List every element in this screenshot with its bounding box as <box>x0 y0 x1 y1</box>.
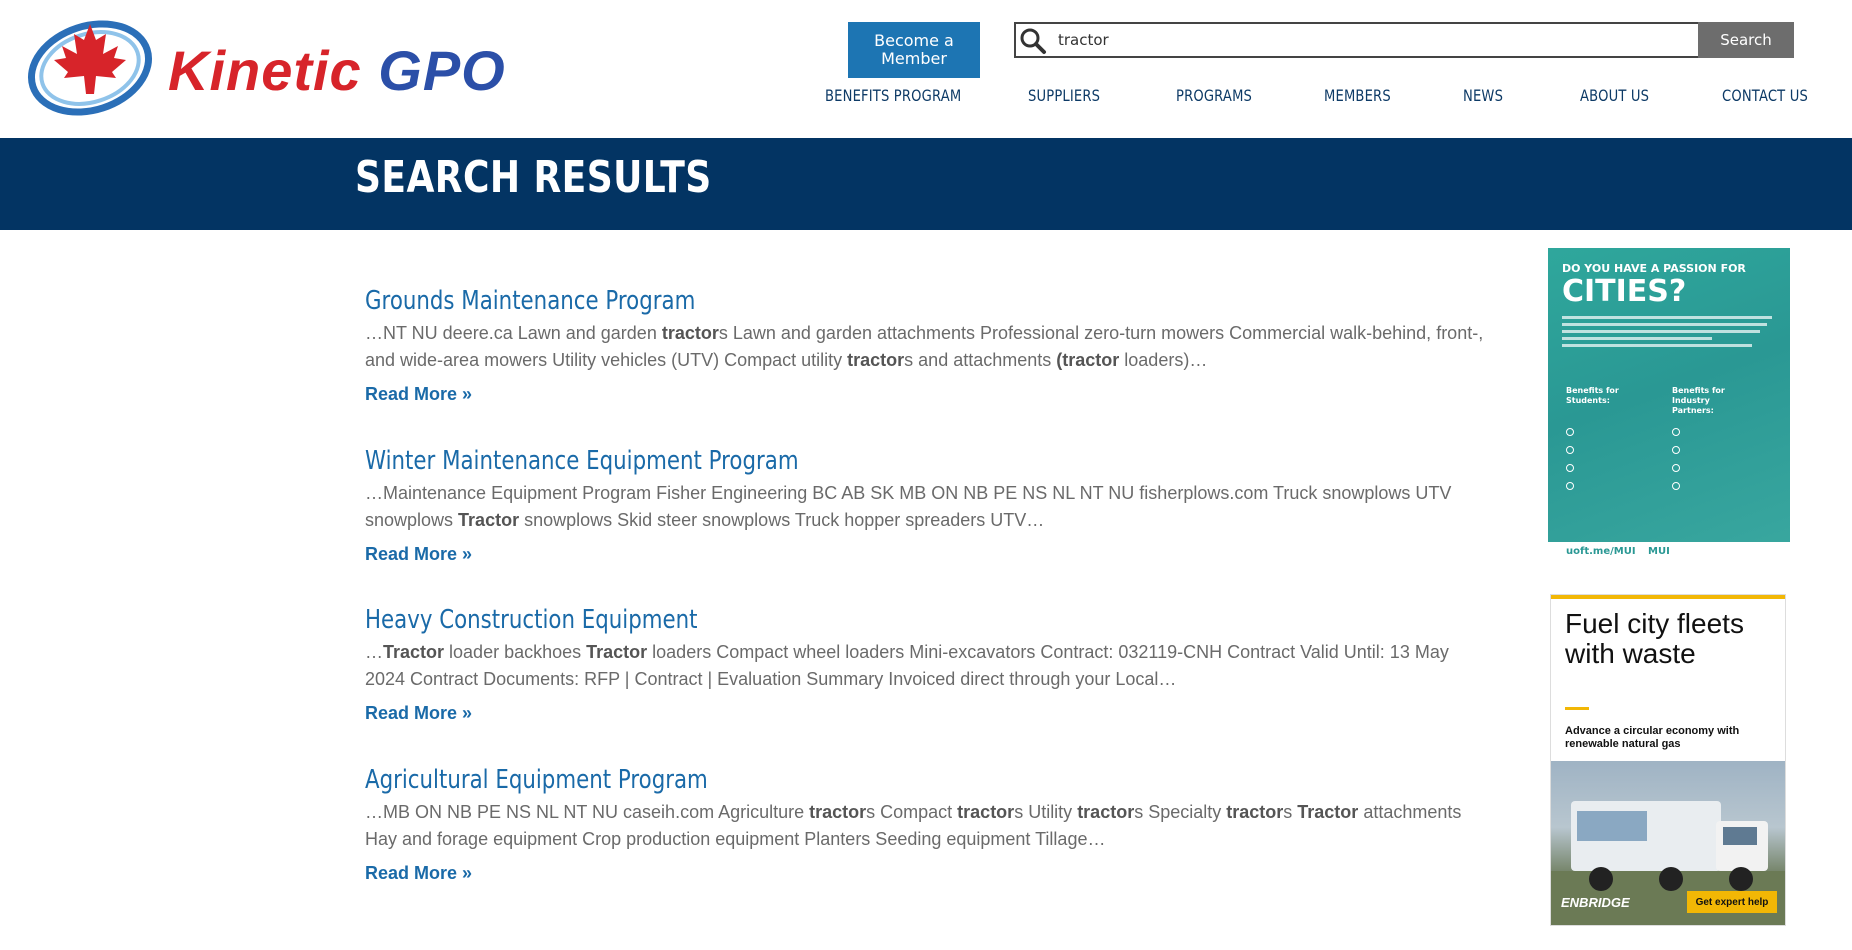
result-snippet: …Tractor loader backhoes Tractor loaders Compact wheel loaders Mini-excavators Contract: 032119-CNH Contract Valid Until: 13 May 2024 Contract Documents: RFP | Contract | Evaluation Summary Invoiced direct through your Local… <box>365 642 1449 689</box>
ad2-accent <box>1565 707 1589 710</box>
ad2-brand: ENBRIDGE <box>1561 895 1630 910</box>
nav-benefits-program[interactable]: BENEFITS PROGRAM <box>825 86 962 105</box>
ad2-topbar <box>1551 595 1786 599</box>
nav-contact-us[interactable]: CONTACT US <box>1722 86 1808 105</box>
bullet-icon <box>1566 464 1574 472</box>
search-result <box>365 765 1485 884</box>
ad2-subtitle: Advance a circular economy with renewable natural gas <box>1565 725 1740 750</box>
become-member-button[interactable]: Become a Member <box>848 22 980 78</box>
search-result <box>365 605 1485 724</box>
result-snippet: …NT NU deere.ca Lawn and garden tractors Lawn and garden attachments Professional zero-turn mowers Commercial walk-behind, front-, and wide-area mowers Utility vehicles (UTV) Compact utility tractors and attachments (tractor loaders)… <box>365 323 1484 370</box>
nav-suppliers[interactable]: SUPPLIERS <box>1028 86 1101 105</box>
search-button[interactable]: Search <box>1698 22 1794 58</box>
result-snippet: …MB ON NB PE NS NL NT NU caseih.com Agriculture tractors Compact tractors Utility tractors Specialty tractors Tractor attachments Hay and forage equipment Crop production equipment Planters Seeding equipment Tillage… <box>365 802 1462 849</box>
nav-news[interactable]: NEWS <box>1463 86 1504 105</box>
bullet-icon <box>1672 482 1680 490</box>
nav-about-us[interactable]: ABOUT US <box>1580 86 1650 105</box>
ad1-line1: DO YOU HAVE A PASSION FOR <box>1562 262 1746 275</box>
result-title-link[interactable]: Agricultural Equipment Program <box>365 765 708 795</box>
bullet-icon <box>1566 482 1574 490</box>
logo-wordmark[interactable] <box>168 38 506 103</box>
bullet-icon <box>1566 446 1574 454</box>
site-header <box>0 0 1852 138</box>
read-more-link[interactable]: Read More » <box>365 384 473 404</box>
search-input[interactable] <box>1058 26 1694 54</box>
logo-word-gpo: GPO <box>378 39 506 102</box>
ad1-mark: MUI <box>1648 546 1670 557</box>
result-title-link[interactable]: Heavy Construction Equipment <box>365 605 698 635</box>
nav-members[interactable]: MEMBERS <box>1324 86 1391 105</box>
ad1-line2: CITIES? <box>1562 274 1687 309</box>
page-title: SEARCH RESULTS <box>355 152 712 203</box>
search-icon <box>1018 26 1048 56</box>
ad-urban-innovation[interactable] <box>1548 248 1790 564</box>
ad1-url: uoft.me/MUI <box>1566 546 1636 557</box>
result-snippet: …Maintenance Equipment Program Fisher Engineering BC AB SK MB ON NB PE NS NL NT NU fisherplows.com Truck snowplows UTV snowplows Tractor snowplows Skid steer snowplows Truck hopper spreaders UTV… <box>365 483 1452 530</box>
maple-leaf-globe-icon <box>26 16 156 120</box>
search-result <box>365 286 1485 405</box>
logo-word-kinetic: Kinetic <box>168 39 362 102</box>
ad-enbridge[interactable] <box>1550 594 1786 926</box>
ad1-paragraph <box>1562 316 1776 356</box>
page-banner <box>0 138 1852 230</box>
bullet-icon <box>1672 428 1680 436</box>
bullet-icon <box>1672 464 1680 472</box>
ad1-students-heading: Benefits for Students: <box>1566 386 1619 405</box>
ad2-cta-button[interactable]: Get expert help <box>1687 891 1777 913</box>
read-more-link[interactable]: Read More » <box>365 544 473 564</box>
ad1-partners-heading: Benefits for Industry Partners: <box>1672 386 1725 415</box>
result-title-link[interactable]: Winter Maintenance Equipment Program <box>365 446 799 476</box>
nav-programs[interactable]: PROGRAMS <box>1176 86 1253 105</box>
result-title-link[interactable]: Grounds Maintenance Program <box>365 286 696 316</box>
read-more-link[interactable]: Read More » <box>365 863 473 883</box>
bullet-icon <box>1672 446 1680 454</box>
ad2-headline: Fuel city fleets with waste <box>1565 608 1744 669</box>
read-more-link[interactable]: Read More » <box>365 703 473 723</box>
ad1-footer <box>1548 542 1790 564</box>
search-result <box>365 446 1485 565</box>
bullet-icon <box>1566 428 1574 436</box>
